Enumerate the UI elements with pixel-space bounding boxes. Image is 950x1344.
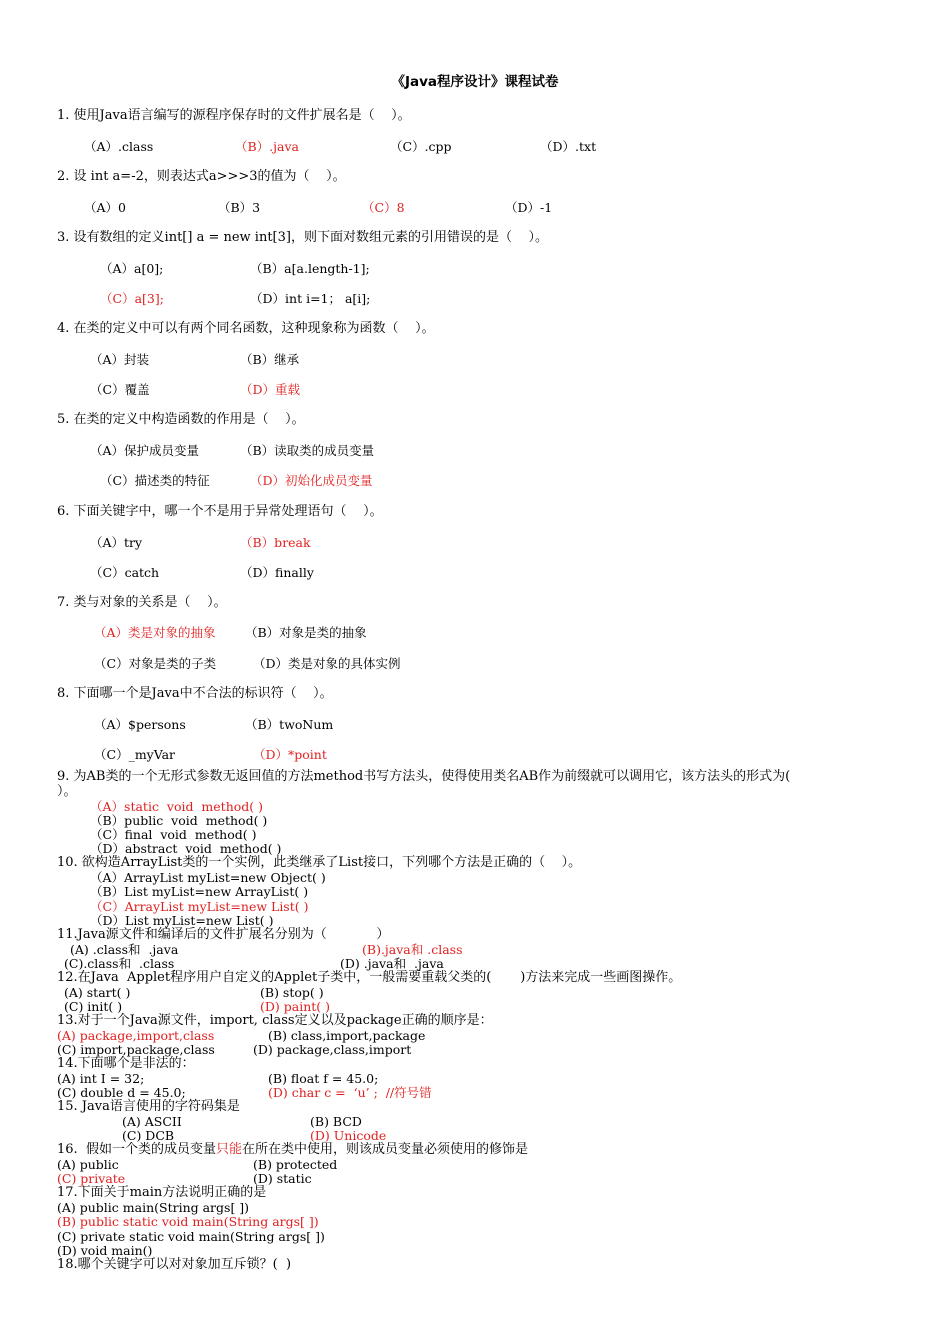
q5-option-c: （C）描述类的特征 xyxy=(100,473,210,488)
question-3: 3. 设有数组的定义int[] a = new int[3]，则下面对数组元素的引用错误的是（ ）。 xyxy=(57,230,548,245)
q3-option-d: （D）int i=1； a[i]; xyxy=(250,291,371,306)
q5-option-d-answer: （D）初始化成员变量 xyxy=(250,473,373,488)
question-14: 14.下面哪个是非法的： xyxy=(57,1056,195,1071)
q8-option-a: （A）$persons xyxy=(94,717,186,732)
q10-option-c-answer: （C）ArrayList myList=new List( ) xyxy=(90,899,309,914)
q9-option-d: （D）abstract void method( ) xyxy=(90,841,282,856)
q17-option-c: (C) private static void main(String args[ ]) xyxy=(57,1229,325,1244)
q5-option-b: （B）读取类的成员变量 xyxy=(240,443,375,458)
q14-option-a: (A) int I = 32; xyxy=(57,1071,145,1086)
question-2: 2. 设 int a=-2，则表达式a>>>3的值为（ ）。 xyxy=(57,169,346,184)
question-12: 12.在Java Applet程序用户自定义的Applet子类中，一般需要重载父类的( )方法来完成一些画图操作。 xyxy=(57,970,682,985)
question-15: 15. Java语言使用的字符码集是 xyxy=(57,1099,240,1114)
q7-option-d: （D）类是对象的具体实例 xyxy=(253,656,401,671)
question-6: 6. 下面关键字中，哪一个不是用于异常处理语句（ ）。 xyxy=(57,504,383,519)
q9-option-a-answer: （A）static void method( ) xyxy=(90,799,263,814)
q6-option-d: （D）finally xyxy=(240,565,314,580)
q8-option-b: （B）twoNum xyxy=(245,717,334,732)
q2-option-c-answer: （C）8 xyxy=(362,200,405,215)
question-5: 5. 在类的定义中构造函数的作用是（ ）。 xyxy=(57,412,305,427)
q13-option-d: (D) package,class,import xyxy=(253,1042,412,1057)
q15-option-a: (A) ASCII xyxy=(122,1114,182,1129)
q11-option-a: (A) .class和 .java xyxy=(70,942,179,957)
q14-option-d-answer: (D) char c = ‘u’ ; //符号错 xyxy=(268,1085,432,1100)
question-16 xyxy=(57,1142,528,1157)
q5-option-a: （A）保护成员变量 xyxy=(90,443,200,458)
q1-option-b-answer: （B）.java xyxy=(235,139,300,154)
q15-option-b: (B) BCD xyxy=(310,1114,362,1129)
q15-option-d-answer: (D) Unicode xyxy=(310,1128,387,1143)
q3-option-b: （B）a[a.length-1]; xyxy=(250,261,370,276)
q8-option-d-answer: （D）*point xyxy=(253,747,327,762)
q3-option-a: （A）a[0]; xyxy=(100,261,164,276)
q16-option-b: (B) protected xyxy=(253,1157,338,1172)
question-9-cont: ）。 xyxy=(57,784,77,799)
q16-text-start: 16. 假如一个类的成员变量 xyxy=(57,1142,216,1157)
q10-option-a: （A）ArrayList myList=new Object( ) xyxy=(90,870,326,885)
q6-option-a: （A）try xyxy=(90,535,143,550)
q12-option-b: (B) stop( ) xyxy=(260,985,324,1000)
q14-option-c: (C) double d = 45.0; xyxy=(57,1085,186,1100)
q15-option-c: (C) DCB xyxy=(122,1128,175,1143)
q17-option-a: (A) public main(String args[ ]) xyxy=(57,1200,250,1215)
question-11: 11.Java源文件和编译后的文件扩展名分别为（ ） xyxy=(57,927,390,942)
page-title: 《Java程序设计》课程试卷 xyxy=(391,74,559,90)
q17-option-b-answer: (B) public static void main(String args[ ]) xyxy=(57,1214,319,1229)
q6-option-c: （C）catch xyxy=(90,565,160,580)
q4-option-d-answer: （D）重载 xyxy=(240,382,301,397)
q14-option-b: (B) float f = 45.0; xyxy=(268,1071,379,1086)
q7-option-b: （B）对象是类的抽象 xyxy=(245,625,367,640)
q10-option-d: （D）List myList=new List( ) xyxy=(90,913,274,928)
q1-option-a: （A）.class xyxy=(84,139,154,154)
q16-text-end: 在所在类中使用，则该成员变量必须使用的修饰是 xyxy=(241,1142,528,1157)
q11-option-c: (C).class和 .class xyxy=(64,956,175,971)
q12-option-c: (C) init( ) xyxy=(64,999,123,1014)
q10-option-b: （B）List myList=new ArrayList( ) xyxy=(90,884,309,899)
q8-option-c: （C）_myVar xyxy=(94,747,176,762)
q16-text-emphasis: 只能 xyxy=(215,1142,242,1157)
q16-option-d: (D) static xyxy=(253,1171,312,1186)
q6-option-b-answer: （B）break xyxy=(240,535,311,550)
q1-option-c: （C）.cpp xyxy=(390,139,452,154)
q12-option-a: (A) start( ) xyxy=(64,985,131,1000)
q1-option-d: （D）.txt xyxy=(540,139,597,154)
q4-option-b: （B）继承 xyxy=(240,352,300,367)
question-8: 8. 下面哪一个是Java中不合法的标识符（ ）。 xyxy=(57,686,333,701)
q9-option-b: （B）public void method( ) xyxy=(90,813,268,828)
q13-option-b: (B) class,import,package xyxy=(268,1028,426,1043)
q16-option-c-answer: (C) private xyxy=(57,1171,126,1186)
q4-option-c: （C）覆盖 xyxy=(90,382,150,397)
question-10: 10. 欲构造ArrayList类的一个实例，此类继承了List接口，下列哪个方法是正确的（ ）。 xyxy=(57,855,582,870)
q2-option-b: （B）3 xyxy=(218,200,261,215)
question-9: 9. 为AB类的一个无形式参数无返回值的方法method书写方法头，使得使用类名AB作为前缀就可以调用它，该方法头的形式为( xyxy=(57,769,791,784)
q3-option-c-answer: （C）a[3]; xyxy=(100,291,164,306)
q11-option-d: (D) .java和 .java xyxy=(340,956,444,971)
q16-option-a: (A) public xyxy=(57,1157,119,1172)
q13-option-c: (C) import,package,class xyxy=(57,1042,215,1057)
question-13: 13.对于一个Java源文件，import, class定义以及package正确的顺序是： xyxy=(57,1013,493,1028)
question-1: 1. 使用Java语言编写的源程序保存时的文件扩展名是（ ）。 xyxy=(57,108,411,123)
q7-option-c: （C）对象是类的子类 xyxy=(94,656,217,671)
q12-option-d-answer: (D) paint( ) xyxy=(260,999,331,1014)
q17-option-d: (D) void main() xyxy=(57,1243,153,1258)
q7-option-a-answer: （A）类是对象的抽象 xyxy=(94,625,216,640)
q13-option-a-answer: (A) package,import,class xyxy=(57,1028,215,1043)
question-4: 4. 在类的定义中可以有两个同名函数，这种现象称为函数（ ）。 xyxy=(57,321,435,336)
q4-option-a: （A）封装 xyxy=(90,352,150,367)
question-7: 7. 类与对象的关系是（ ）。 xyxy=(57,595,227,610)
question-17: 17.下面关于main方法说明正确的是 xyxy=(57,1185,267,1200)
question-18: 18.哪个关键字可以对对象加互斥锁？( ) xyxy=(57,1257,292,1272)
q11-option-b-answer: (B).java和 .class xyxy=(362,942,463,957)
q9-option-c: （C）final void method( ) xyxy=(90,827,257,842)
q2-option-a: （A）0 xyxy=(84,200,126,215)
q2-option-d: （D）-1 xyxy=(505,200,553,215)
